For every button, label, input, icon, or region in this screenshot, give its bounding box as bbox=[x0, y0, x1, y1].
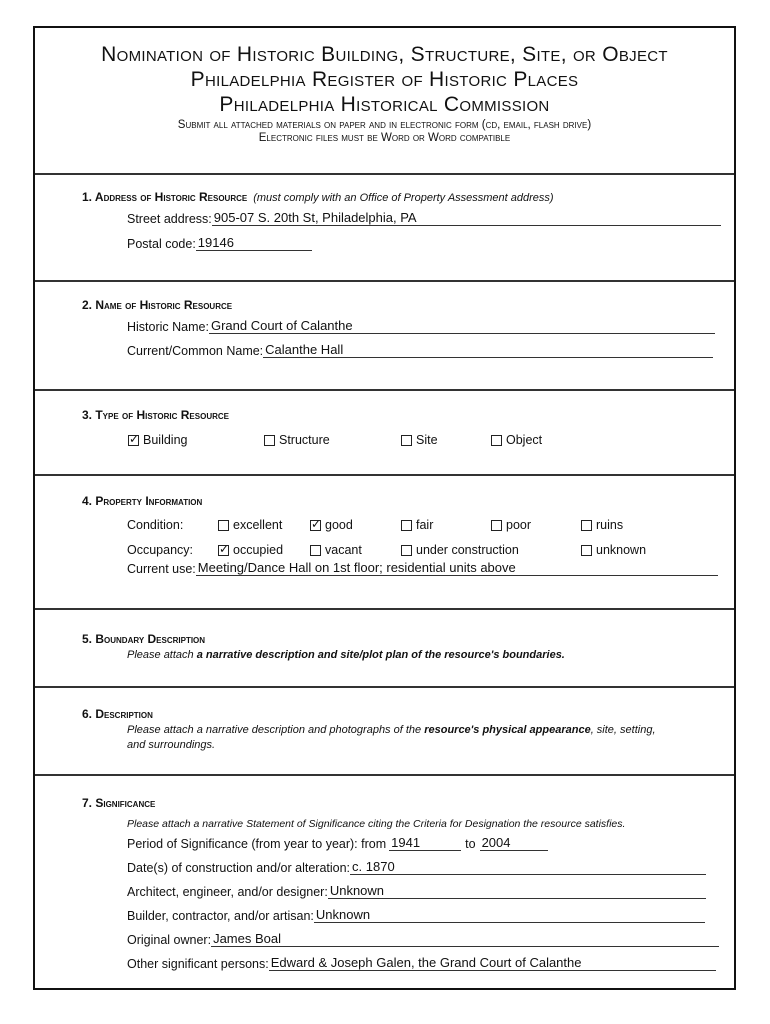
current-use-label: Current use: bbox=[127, 562, 196, 576]
common-name-label: Current/Common Name: bbox=[127, 344, 264, 358]
architect-field[interactable]: Unknown bbox=[328, 883, 706, 899]
postal-code-label: Postal code: bbox=[127, 237, 196, 251]
section-boundary bbox=[82, 630, 726, 690]
section-title: 3. Type of Historic Resource bbox=[82, 408, 229, 422]
checkbox[interactable] bbox=[581, 520, 592, 531]
section-title: 4. Property Information bbox=[82, 494, 203, 508]
checkbox[interactable] bbox=[218, 520, 229, 531]
condition-option-excellent[interactable]: excellent bbox=[218, 518, 282, 532]
historic-name-field[interactable]: Grand Court of Calanthe bbox=[209, 318, 715, 334]
period-from-field[interactable]: 1941 bbox=[389, 835, 461, 851]
type-option-object[interactable]: Object bbox=[491, 433, 542, 447]
checkbox[interactable] bbox=[218, 542, 230, 556]
checkbox[interactable] bbox=[264, 435, 275, 446]
builder-label: Builder, contractor, and/or artisan: bbox=[127, 909, 314, 923]
section-name bbox=[82, 296, 726, 386]
architect-row bbox=[127, 883, 726, 899]
current-use-field[interactable]: Meeting/Dance Hall on 1st floor; residential units above bbox=[196, 560, 718, 576]
original-owner-label: Original owner: bbox=[127, 933, 212, 947]
check-mark-icon: ✓ bbox=[219, 542, 230, 556]
section-significance bbox=[82, 794, 726, 994]
occupancy-option-under-construction[interactable]: under construction bbox=[401, 543, 519, 557]
checkbox[interactable] bbox=[401, 435, 412, 446]
checkbox[interactable] bbox=[401, 520, 412, 531]
section-title: 2. Name of Historic Resource bbox=[82, 298, 233, 312]
type-option-building[interactable]: ✓ Building bbox=[129, 432, 188, 447]
occupancy-option-vacant[interactable]: vacant bbox=[310, 543, 362, 557]
type-option-site[interactable]: Site bbox=[401, 433, 438, 447]
significant-persons-row bbox=[127, 955, 726, 971]
section-divider bbox=[35, 608, 734, 610]
condition-option-fair[interactable]: fair bbox=[401, 518, 433, 532]
check-mark-icon: ✓ bbox=[311, 517, 322, 531]
section-type bbox=[82, 406, 726, 476]
check-mark-icon: ✓ bbox=[129, 432, 140, 446]
section-divider bbox=[35, 173, 734, 175]
boundary-note: Please attach a narrative description and site/plot plan of the resource's boundaries. bbox=[127, 649, 565, 661]
section-title: 5. Boundary Description bbox=[82, 632, 206, 646]
original-owner-field[interactable]: James Boal bbox=[211, 931, 719, 947]
postal-code-row bbox=[127, 235, 726, 251]
checkbox[interactable] bbox=[310, 545, 321, 556]
occupancy-label: Occupancy: bbox=[127, 543, 194, 557]
checkbox[interactable] bbox=[310, 517, 322, 531]
condition-option-good[interactable]: ✓ good bbox=[311, 517, 353, 532]
section-divider bbox=[35, 389, 734, 391]
checkbox[interactable] bbox=[401, 545, 412, 556]
form-header bbox=[35, 28, 734, 145]
period-label: Period of Significance (from year to year): from bbox=[127, 837, 387, 851]
street-address-field[interactable]: 905-07 S. 20th St, Philadelphia, PA bbox=[212, 210, 721, 226]
common-name-row bbox=[127, 342, 726, 358]
street-address-label: Street address: bbox=[127, 212, 212, 226]
form-title: Nomination of Historic Building, Structure, Site, or Object bbox=[101, 43, 668, 66]
address-note: (must comply with an Office of Property Assessment address) bbox=[253, 192, 554, 204]
period-to-label: to bbox=[465, 837, 476, 851]
builder-row bbox=[127, 907, 726, 923]
original-owner-row bbox=[127, 931, 726, 947]
street-address-row bbox=[127, 210, 726, 226]
historic-name-label: Historic Name: bbox=[127, 320, 209, 334]
checkbox[interactable] bbox=[581, 545, 592, 556]
current-use-row bbox=[127, 560, 726, 576]
occupancy-option-unknown[interactable]: unknown bbox=[581, 543, 646, 557]
construction-date-field[interactable]: c. 1870 bbox=[350, 859, 706, 875]
occupancy-option-occupied[interactable]: ✓ occupied bbox=[219, 542, 284, 557]
checkbox[interactable] bbox=[128, 432, 140, 446]
register-title: Philadelphia Register of Historic Places bbox=[190, 68, 579, 91]
section-description bbox=[82, 705, 726, 785]
builder-field[interactable]: Unknown bbox=[314, 907, 705, 923]
postal-code-field[interactable]: 19146 bbox=[196, 235, 312, 251]
condition-label: Condition: bbox=[127, 518, 184, 532]
commission-title: Philadelphia Historical Commission bbox=[219, 93, 550, 116]
checkbox[interactable] bbox=[491, 435, 502, 446]
section-title: 6. Description bbox=[82, 707, 153, 721]
significant-persons-field[interactable]: Edward & Joseph Galen, the Grand Court of Calanthe bbox=[269, 955, 716, 971]
description-note: Please attach a narrative description and photographs of the resource's physical appearance, site, setting, and surroundings. bbox=[127, 724, 656, 751]
type-option-structure[interactable]: Structure bbox=[264, 433, 330, 447]
section-divider bbox=[35, 774, 734, 776]
checkbox[interactable] bbox=[491, 520, 502, 531]
submit-instructions: Submit all attached materials on paper and in electronic form (cd, email, flash drive) bbox=[177, 119, 592, 131]
section-divider bbox=[35, 686, 734, 688]
section-divider bbox=[35, 474, 734, 476]
common-name-field[interactable]: Calanthe Hall bbox=[263, 342, 713, 358]
significance-note: Please attach a narrative Statement of Significance citing the Criteria for Designation the resource satisfies. bbox=[127, 818, 626, 830]
electronic-instructions: Electronic files must be Word or Word compatible bbox=[258, 132, 511, 144]
period-to-field[interactable]: 2004 bbox=[480, 835, 548, 851]
section-divider bbox=[35, 280, 734, 282]
section-title: 7. Significance bbox=[82, 796, 156, 810]
section-property bbox=[82, 492, 726, 612]
condition-option-poor[interactable]: poor bbox=[491, 518, 531, 532]
significant-persons-label: Other significant persons: bbox=[127, 957, 269, 971]
condition-option-ruins[interactable]: ruins bbox=[581, 518, 623, 532]
form-frame bbox=[33, 26, 736, 990]
construction-date-row bbox=[127, 859, 726, 875]
construction-date-label: Date(s) of construction and/or alteration: bbox=[127, 861, 351, 875]
section-title: 1. Address of Historic Resource (must comply with an Office of Property Assessment address) bbox=[82, 190, 554, 204]
period-row bbox=[127, 835, 726, 851]
architect-label: Architect, engineer, and/or designer: bbox=[127, 885, 328, 899]
historic-name-row bbox=[127, 318, 726, 334]
